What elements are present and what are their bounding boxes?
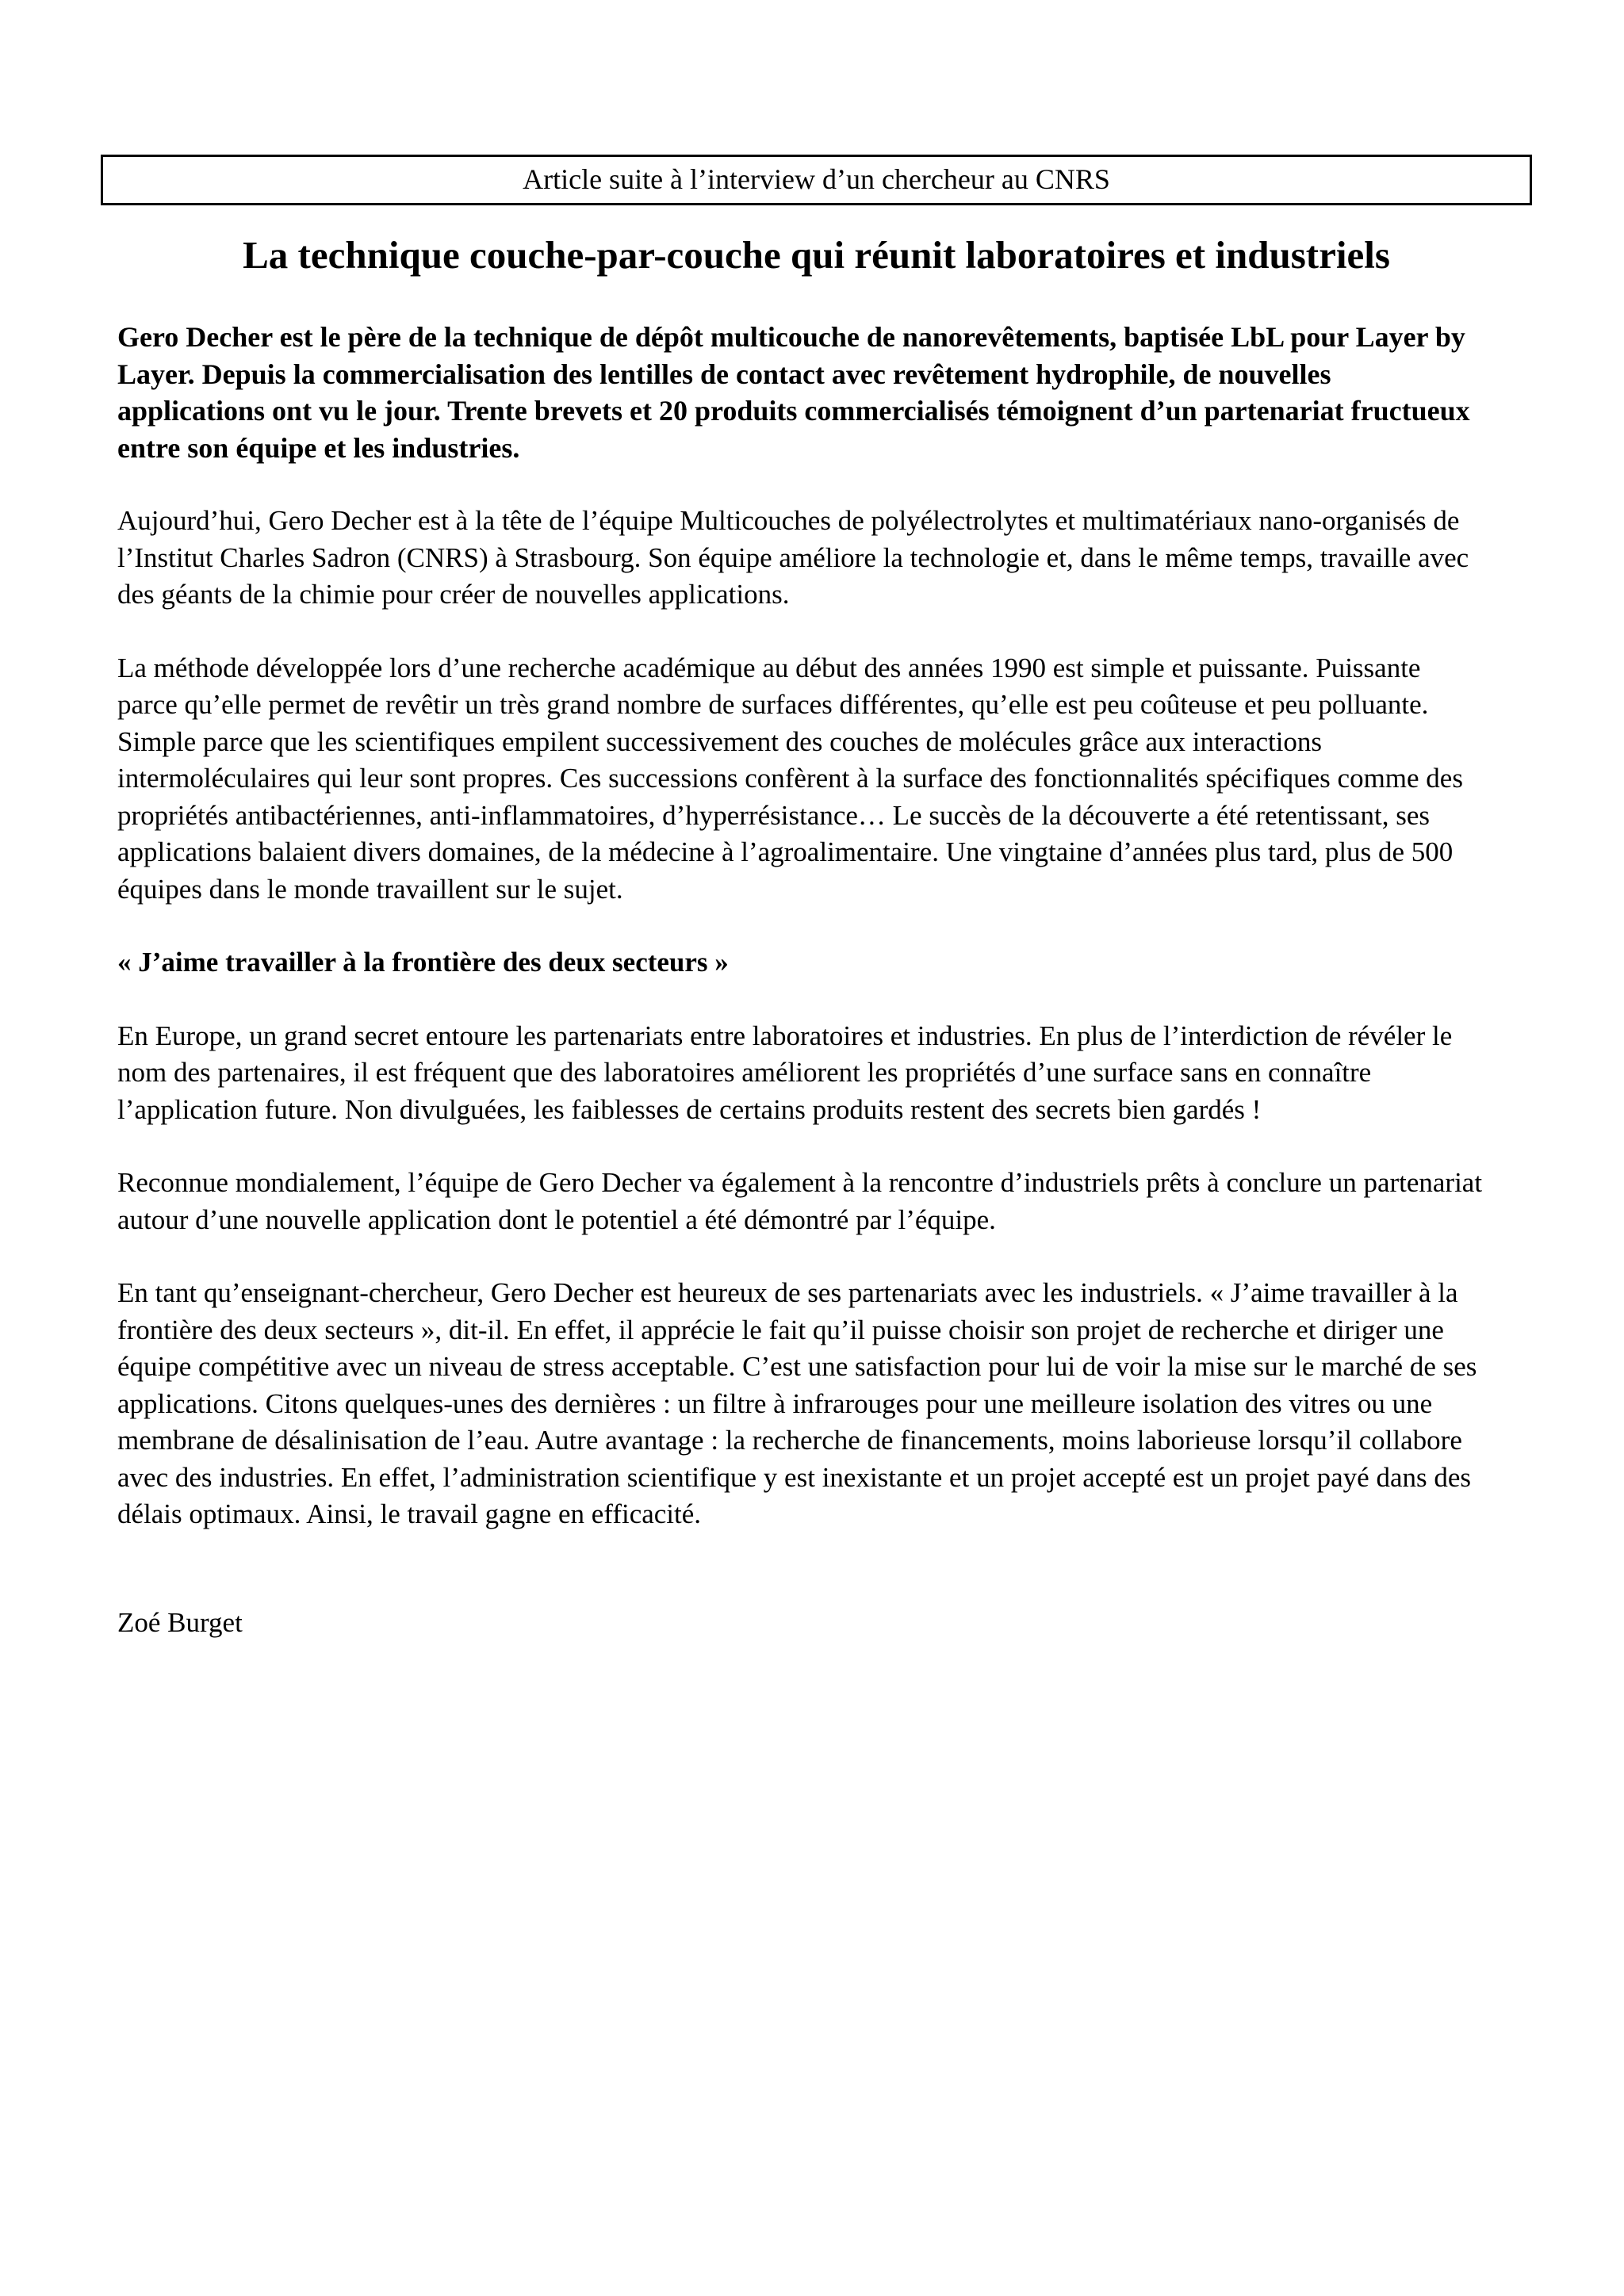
article-title: La technique couche-par-couche qui réunit laboratoires et industriels [243,233,1390,277]
paragraph: Reconnue mondialement, l’équipe de Gero Decher va également à la rencontre d’industriels prêts à conclure un partenariat autour d’une nouvelle application dont le potentiel a été démontré par l’équipe. [117,1167,1483,1235]
header-banner [101,155,1532,205]
paragraph: En tant qu’enseignant-chercheur, Gero Decher est heureux de ses partenariats avec les industriels. « J’aime travailler à la frontière des deux secteurs », dit-il. En effet, il apprécie le fait qu’il puisse choisir son projet de recherche et diriger une équipe compétitive avec un niveau de stress acceptable. C’est une satisfaction pour lui de voir la mise sur le marché de ses applications. Citons quelques-unes des dernières : un filtre à infrarouges pour une meilleure isolation des vitres ou une membrane de désalinisation de l’eau. Autre avantage : la recherche de financements, moins laborieuse lorsqu’il collabore avec des industries. En effet, l’administration scientifique y est inexistante et un projet accepté est un projet payé dans des délais optimaux. Ainsi, le travail gagne en efficacité. [117,1277,1477,1529]
article-lead: Gero Decher est le père de la technique de dépôt multicouche de nanorevêtements, baptisée LbL pour Layer by Layer. Depuis la commercialisation des lentilles de contact avec revêtement hydrophile, de nouvelles applications ont vu le jour. Trente brevets et 20 produits commercialisés témoignent d’un partenariat fructueux entre son équipe et les industries. [117,321,1470,464]
paragraph: En Europe, un grand secret entoure les partenariats entre laboratoires et industries. En plus de l’interdiction de révéler le nom des partenaires, il est fréquent que des laboratoires améliorent les propriétés d’une surface sans en connaître l’application future. Non divulguées, les faiblesses de certains produits restent des secrets bien gardés ! [117,1020,1453,1125]
article-author: Zoé Burget [117,1606,243,1638]
paragraph: La méthode développée lors d’une recherche académique au début des années 1990 est simple et puissante. Puissante parce qu’elle permet de revêtir un très grand nombre de surfaces différentes, qu’elle est peu coûteuse et peu polluante. Simple parce que les scientifiques empilent successivement des couches de molécules grâce aux interactions intermoléculaires qui leur sont propres. Ces successions confèrent à la surface des fonctionnalités spécifiques comme des propriétés antibactériennes, anti-inflammatoires, d’hyperrésistance… Le succès de la découverte a été retentissant, ses applications balaient divers domaines, de la médecine à l’agroalimentaire. Une vingtaine d’années plus tard, plus de 500 équipes dans le monde travaillent sur le sujet. [117,652,1463,905]
paragraph: Aujourd’hui, Gero Decher est à la tête de l’équipe Multicouches de polyélectrolytes et multimatériaux nano-organisés de l’Institut Charles Sadron (CNRS) à Strasbourg. Son équipe améliore la technologie et, dans le même temps, travaille avec des géants de la chimie pour créer de nouvelles applications. [117,505,1469,610]
article-subheading: « J’aime travailler à la frontière des deux secteurs » [117,947,729,978]
header-banner-text: Article suite à l’interview d’un chercheur au CNRS [523,163,1110,195]
article-body [117,319,1485,1678]
